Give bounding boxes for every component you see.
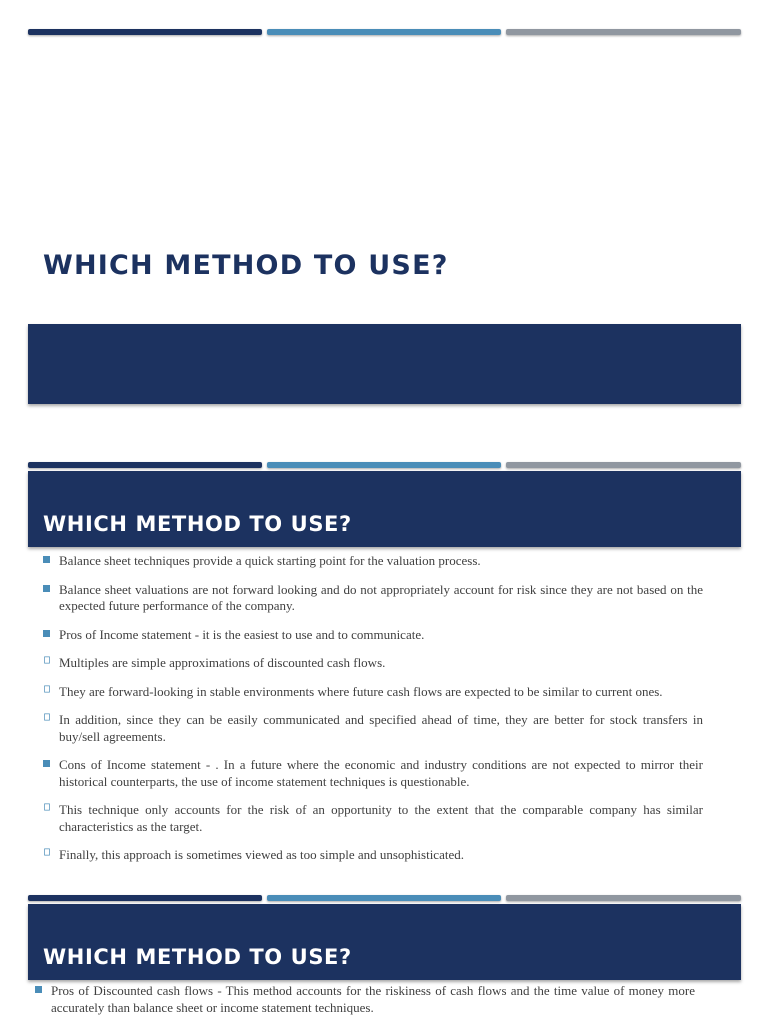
bullet-text: In addition, since they can be easily communicated and specified ahead of time, they are better for stock transfers in buy/sell agreements. [59, 712, 703, 744]
bullet-text: Cons of Income statement - . In a future where the economic and industry conditions are not expected to mirror their historical counterparts, the use of income statement techniques is questionable. [59, 757, 703, 789]
accent-bar-navy [28, 462, 262, 468]
square-bullet-icon [43, 630, 50, 637]
bullet-text: Balance sheet techniques provide a quick starting point for the valuation process. [59, 553, 481, 568]
square-bullet-icon [35, 986, 42, 993]
arrow-bullet-icon [44, 849, 50, 856]
bullet-item [59, 684, 703, 701]
accent-bar-blue [267, 462, 501, 468]
slide2-title: WHICH METHOD TO USE? [43, 512, 352, 536]
slide3-accent-bars [28, 895, 741, 903]
slide2-bullet-list [59, 553, 703, 864]
slide1-title: WHICH METHOD TO USE? [43, 250, 449, 281]
bullet-item [59, 655, 703, 672]
bullet-item [59, 582, 703, 615]
bullet-text: Balance sheet valuations are not forward looking and do not appropriately account for risk since they are not based on the expected future performance of the company. [59, 581, 703, 613]
arrow-bullet-icon [44, 685, 50, 692]
slide2-accent-bars [28, 462, 741, 470]
arrow-bullet-icon [44, 714, 50, 721]
slide1-accent-bars [28, 29, 741, 37]
arrow-bullet-icon [44, 657, 50, 664]
accent-bar-gray [506, 462, 741, 468]
bullet-item [59, 802, 703, 835]
bullet-text: This technique only accounts for the risk of an opportunity to the extent that the comparable company has similar characteristics as the target. [59, 802, 703, 834]
arrow-bullet-icon [44, 804, 50, 811]
square-bullet-icon [43, 556, 50, 563]
accent-bar-blue [267, 29, 501, 35]
bullet-item [59, 712, 703, 745]
square-bullet-icon [43, 760, 50, 767]
bullet-item [59, 757, 703, 790]
accent-bar-navy [28, 29, 262, 35]
square-bullet-icon [43, 585, 50, 592]
bullet-text: Multiples are simple approximations of discounted cash flows. [59, 655, 386, 670]
slide1-navy-band [28, 324, 741, 404]
bullet-item [59, 847, 703, 864]
accent-bar-gray [506, 895, 741, 901]
slide3-title: WHICH METHOD TO USE? [43, 945, 352, 969]
slide3-bullet-list [51, 983, 695, 1016]
accent-bar-navy [28, 895, 262, 901]
bullet-item [51, 983, 695, 1016]
accent-bar-gray [506, 29, 741, 35]
bullet-item [59, 553, 703, 570]
bullet-text: Pros of Income statement - it is the easiest to use and to communicate. [59, 626, 425, 642]
bullet-text: Pros of Discounted cash flows - This method accounts for the riskiness of cash flows and the time value of money more accurately than balance sheet or income statement techniques. [51, 983, 695, 1015]
bullet-text: They are forward-looking in stable environments where future cash flows are expected to be similar to current ones. [59, 683, 663, 699]
bullet-text: Finally, this approach is sometimes viewed as too simple and unsophisticated. [59, 847, 464, 862]
bullet-item [59, 627, 703, 644]
accent-bar-blue [267, 895, 501, 901]
